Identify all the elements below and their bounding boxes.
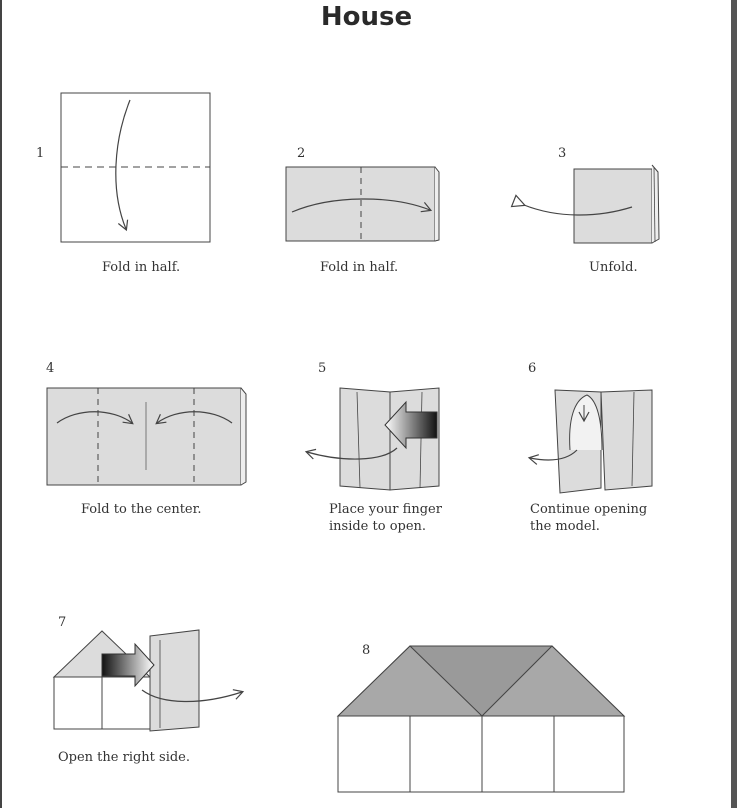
step-5-diagram [307,388,439,490]
step-4-caption: Fold to the center. [81,502,202,517]
step-5-caption: Place your finger inside to open. [329,502,442,534]
step-1-number: 1 [36,146,45,161]
step-7-caption: Open the right side. [58,750,190,765]
step-2-number: 2 [297,146,306,161]
step-3-diagram [524,165,659,243]
step-6-diagram [530,390,652,493]
step-7-number: 7 [58,615,67,630]
step-2-diagram [286,167,439,241]
step-8-diagram [338,646,624,792]
step-8-number: 8 [362,643,371,658]
step-2-caption: Fold in half. [320,260,399,275]
step-4-number: 4 [46,361,55,376]
step-3-number: 3 [558,146,567,161]
step-1-diagram [61,93,210,242]
step-3-caption: Unfold. [589,260,638,275]
folding-diagrams [2,0,737,808]
page-title: House [320,2,413,32]
step-6-caption: Continue opening the model. [530,502,648,534]
step-1-caption: Fold in half. [102,260,181,275]
step-5-number: 5 [318,361,327,376]
step-6-number: 6 [528,361,537,376]
step-7-diagram [54,630,242,731]
step-4-diagram [47,388,246,485]
